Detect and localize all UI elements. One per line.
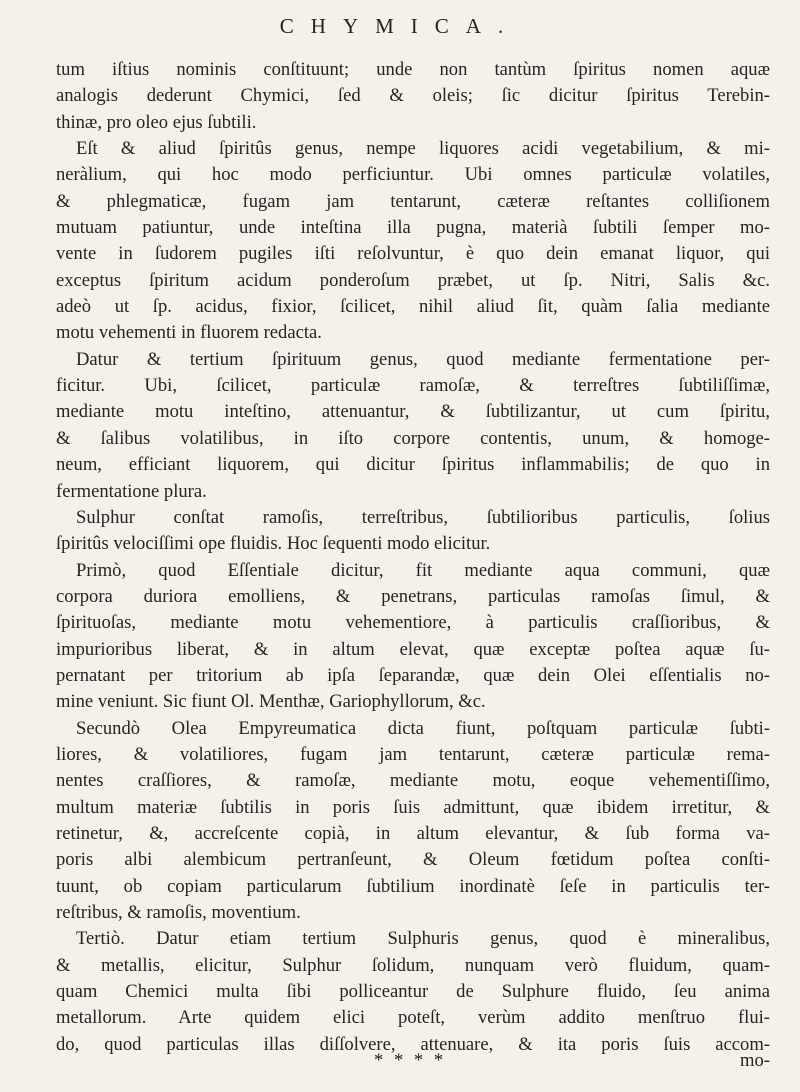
text-line: fermentatione plura.	[56, 480, 207, 502]
text-line: adeò ut ſp. acidus, fixior, ſcilicet, nihil aliud ſit, quàm ſalia mediante	[56, 296, 770, 318]
text-line: poris albi alembicum pertranſeunt, & Oleum fœtidum poſtea conſti-	[56, 849, 770, 871]
text-line: exceptus ſpiritum acidum ponderoſum præbet, ut ſp. Nitri, Salis &c.	[56, 269, 770, 291]
text-line: motu vehementi in fluorem redacta.	[56, 322, 322, 344]
text-line: Primò, quod Eſſentiale dicitur, fit mediante aqua communi, quæ	[76, 559, 770, 581]
text-line: nentes craſſiores, & ramoſæ, mediante motu, eoque vehementiſſimo,	[56, 770, 770, 792]
text-line: retinetur, &, accreſcente copià, in altum elevantur, & ſub forma va-	[56, 822, 770, 844]
text-line: multum materiæ ſubtilis in poris ſuis admittunt, quæ ibidem irretitur, &	[56, 796, 770, 818]
catchword: mo-	[740, 1050, 770, 1071]
text-line: Tertiò. Datur etiam tertium Sulphuris genus, quod è mineralibus,	[76, 928, 770, 950]
text-line: do, quod particulas illas diſſolvere, attenuare, & ita poris ſuis accom-	[56, 1033, 770, 1055]
text-line: analogis dederunt Chymici, ſed & oleis; ſic dicitur ſpiritus Terebin-	[56, 85, 770, 107]
text-line: corpora duriora emolliens, & penetrans, particulas ramoſas ſimul, &	[56, 585, 770, 607]
text-line: pernatant per tritorium ab ipſa ſeparandæ, quæ dein Olei eſſentialis no-	[56, 664, 770, 686]
text-line: reſtribus, & ramoſis, moventium.	[56, 902, 301, 923]
text-line: neràlium, qui hoc modo perficiuntur. Ubi omnes particulæ volatiles,	[56, 164, 770, 186]
text-line: Datur & tertium ſpirituum genus, quod mediante fermentatione per-	[76, 348, 770, 370]
text-line: vente in ſudorem pugiles iſti reſolvuntur, è quo dein emanat liquor, qui	[56, 243, 770, 265]
text-line: & phlegmaticæ, fugam jam tentarunt, cæteræ reſtantes colliſionem	[56, 190, 770, 212]
text-line: mutuam patiuntur, unde inteſtina illa pugna, materià ſubtili ſemper mo-	[56, 217, 770, 239]
text-line: quam Chemici multa ſibi polliceantur de Sulphure fluido, ſeu anima	[56, 981, 770, 1003]
text-line: tum iſtius nominis conſtituunt; unde non tantùm ſpiritus nomen aquæ	[56, 59, 770, 80]
text-line: Secundò Olea Empyreumatica dicta fiunt, poſtquam particulæ ſubti-	[76, 717, 770, 739]
text-line: mine veniunt. Sic fiunt Ol. Menthæ, Gariophyllorum, &c.	[56, 691, 486, 713]
running-head: CHYMICA.	[279, 14, 521, 38]
text-line: metallorum. Arte quidem elici poteſt, verùm addito menſtruo flui-	[56, 1007, 770, 1029]
text-line: ſpirituoſas, mediante motu vehementiore, à particulis craſſioribus, &	[56, 612, 770, 634]
text-line: liores, & volatiliores, fugam jam tentarunt, cæteræ particulæ rema-	[56, 743, 770, 765]
text-line: ſpiritûs velociſſimi ope fluidis. Hoc ſequenti modo elicitur.	[56, 533, 491, 555]
text-line: mediante motu inteſtino, attenuantur, & ſubtilizantur, ut cum ſpiritu,	[56, 401, 770, 423]
text-line: ficitur. Ubi, ſcilicet, particulæ ramoſæ, & terreſtres ſubtiliſſimæ,	[56, 375, 770, 397]
text-line: Eſt & aliud ſpiritûs genus, nempe liquores acidi vegetabilium, & mi-	[76, 138, 770, 160]
text-line: impurioribus liberat, & in altum elevat, quæ exceptæ poſtea aquæ ſu-	[56, 638, 770, 660]
text-line: & ſalibus volatilibus, in iſto corpore contentis, unum, & homoge-	[56, 427, 770, 449]
text-line: thinæ, pro oleo ejus ſubtili.	[56, 111, 257, 133]
text-line: & metallis, elicitur, Sulphur ſolidum, nunquam verò fluidum, quam-	[56, 954, 770, 976]
text-line: neum, efficiant liquorem, qui dicitur ſpiritus inflammabilis; de quo in	[56, 454, 770, 476]
signature-mark: * * * *	[374, 1050, 447, 1071]
text-line: tuunt, ob copiam particularum ſubtilium inordinatè ſeſe in particulis ter-	[56, 875, 770, 897]
body-text	[56, 57, 770, 1058]
text-line: Sulphur conſtat ramoſis, terreſtribus, ſubtilioribus particulis, ſolius	[76, 506, 770, 528]
page-footer	[56, 1050, 770, 1076]
